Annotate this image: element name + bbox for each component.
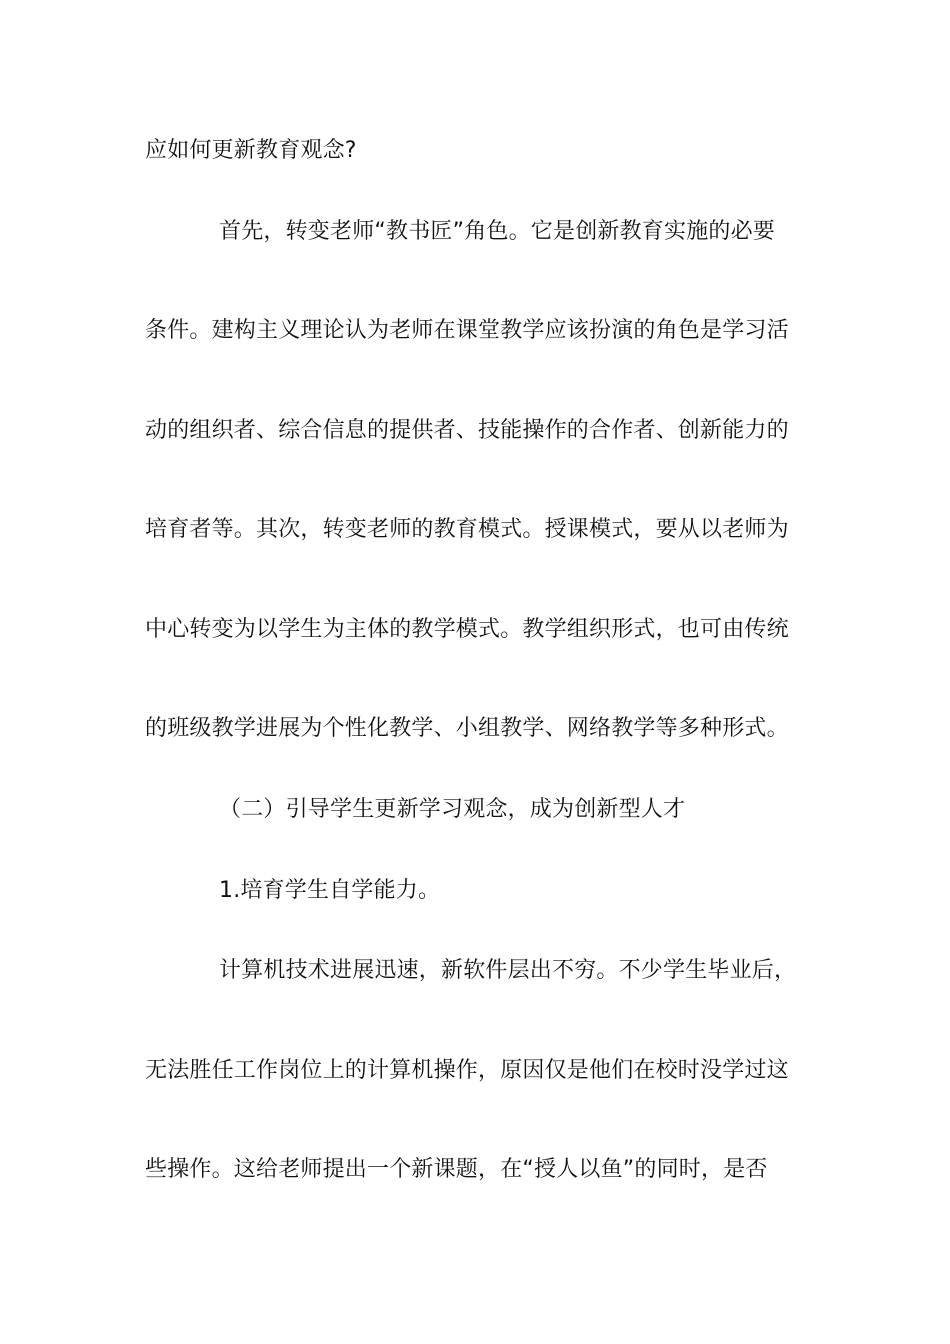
text-line: 些操作。这给老师提出一个新课题，在“授人以鱼”的同时，是否 xyxy=(145,1157,768,1182)
text-line: 无法胜任工作岗位上的计算机操作，原因仅是他们在校时没学过这 xyxy=(145,1058,789,1083)
paragraph-start: 计算机技术进展迅速，新软件层出不穷。不少学生毕业后， xyxy=(219,958,797,983)
subsection-heading: 1.培育学生自学能力。 xyxy=(219,878,441,903)
text-line: 的班级教学进展为个性化教学、小组教学、网络教学等多种形式。 xyxy=(145,716,789,741)
paragraph-start: 首先，转变老师“教书匠”角色。它是创新教育实施的必要 xyxy=(219,219,775,244)
text-line: 中心转变为以学生为主体的教学模式。教学组织形式，也可由传统 xyxy=(145,617,789,642)
text-line: 培育者等。其次，转变老师的教育模式。授课模式，要从以老师为 xyxy=(145,517,789,542)
text-line: 应如何更新教育观念? xyxy=(145,138,357,163)
text-line: 条件。建构主义理论认为老师在课堂教学应该扮演的角色是学习活 xyxy=(145,318,789,343)
section-heading: （二）引导学生更新学习观念，成为创新型人才 xyxy=(219,797,686,822)
text-line: 动的组织者、综合信息的提供者、技能操作的合作者、创新能力的 xyxy=(145,418,789,443)
